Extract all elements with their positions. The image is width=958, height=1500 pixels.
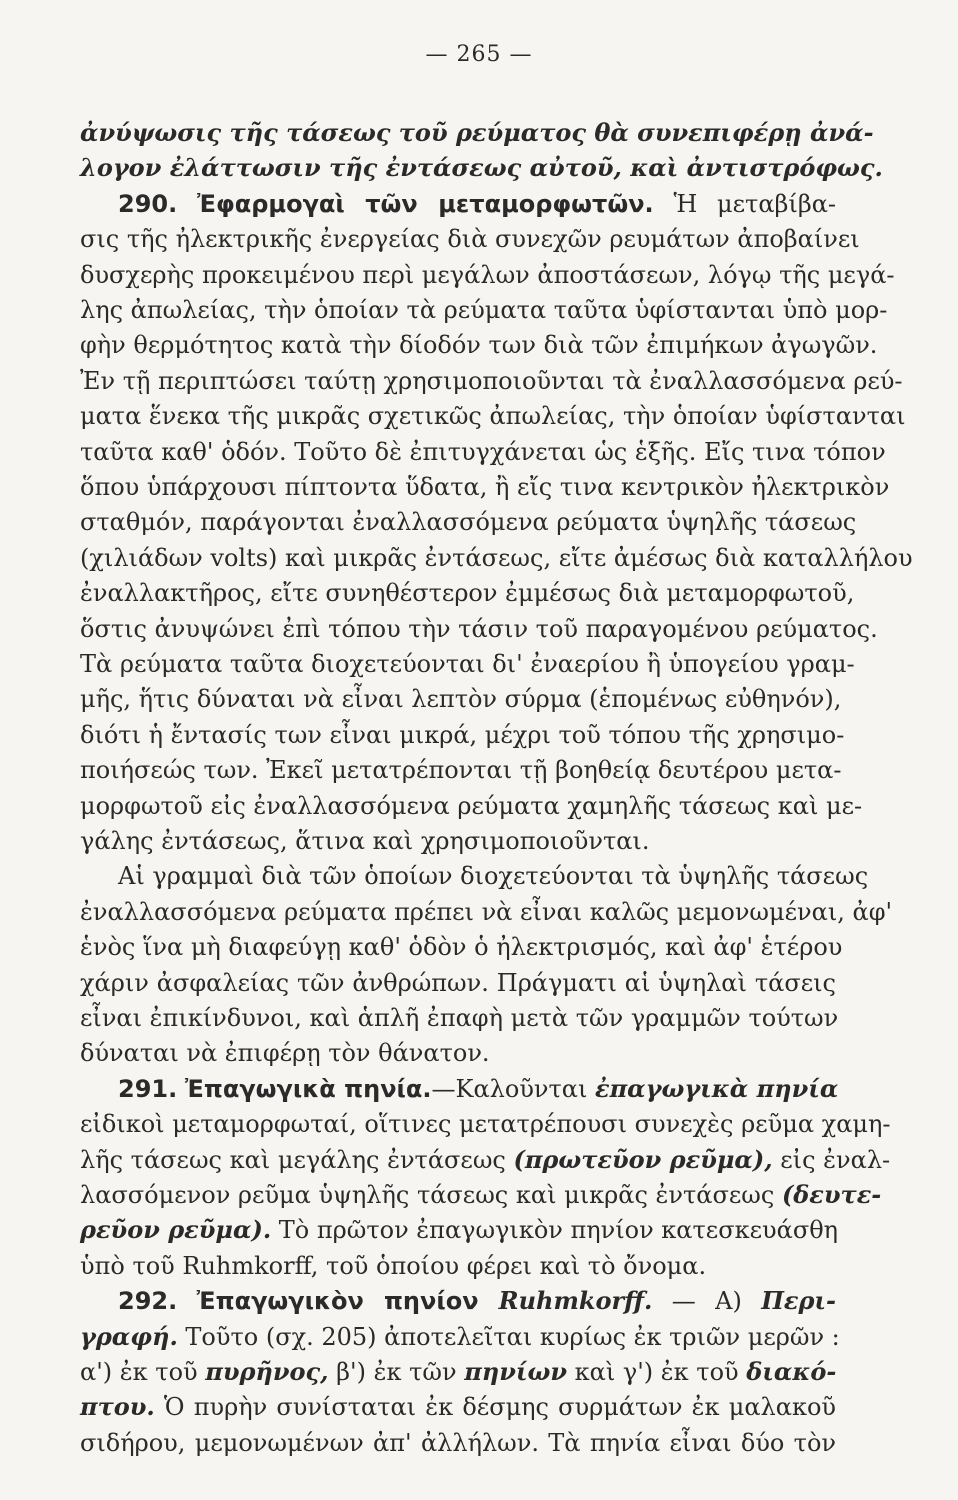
text-segment: σις τῆς ἠλεκτρικῆς ἐνεργείας διὰ συνεχῶν ρευμάτων ἀποβαίνει (80, 225, 860, 254)
text-line (80, 507, 857, 537)
text-line (80, 826, 836, 856)
text-segment: Τὸ πρῶτον ἐπαγωγικὸν πηνίον κατεσκευάσθη (271, 1216, 839, 1245)
text-segment: Αἱ γραμμαὶ διὰ τῶν ὁποίων διοχετεύονται τὰ ὑψηλῆς τάσεως (118, 862, 869, 891)
text-segment: δυσχερὴς προκειμένου περὶ μεγάλων ἀποστάσεων, λόγῳ τῆς μεγά- (80, 260, 895, 289)
text-segment: (πρωτεῦον ρεῦμα), (513, 1144, 773, 1174)
text-segment: Ἡ μεταβίβα- (653, 189, 837, 218)
text-segment: Τοῦτο (σχ. 205) ἀποτελεῖται κυρίως ἐκ τριῶν μερῶν : (177, 1322, 840, 1351)
text-segment: σταθμόν, παράγονται ἐναλλασσόμενα ρεύματα ὑψηλῆς τάσεως (80, 508, 857, 537)
text-line (118, 1073, 839, 1104)
page-number: — 265 — (425, 42, 533, 67)
text-line (80, 897, 893, 927)
text-segment: ἐναλλακτῆρος, εἴτε συνηθέστερον ἐμμέσως διὰ μεταμορφωτοῦ, (80, 579, 855, 608)
text-line (80, 1357, 836, 1387)
text-line (80, 614, 878, 644)
text-line (80, 153, 883, 183)
text-segment: 290. (118, 189, 178, 218)
text-segment: λογον ἐλάττωσιν τῆς ἐντάσεως αὐτοῦ, καὶ ἀντιστρόφως. (80, 153, 883, 183)
text-segment: διακό- (746, 1357, 837, 1386)
text-segment: ματα ἕνεκα τῆς μικρᾶς σχετικῶς ἀπωλείας, τὴν ὁποίαν ὑφίστανται (80, 402, 906, 431)
text-line (118, 1286, 836, 1316)
text-line (80, 1180, 882, 1210)
text-segment: (χιλιάδων volts) καὶ μικρᾶς ἐντάσεως, εἴτε ἀμέσως διὰ καταλλήλου (80, 543, 913, 572)
text-segment: λης ἀπωλείας, τὴν ὁποίαν τὰ ρεύματα ταῦτα ὑφίστανται ὑπὸ μορ- (80, 296, 888, 324)
text-segment: 291. (118, 1074, 178, 1103)
text-line (80, 755, 842, 785)
text-segment: λασσόμενον ρεῦμα ὑψηλῆς τάσεως καὶ μικρᾶς ἐντάσεως (80, 1181, 782, 1209)
text-segment: ταῦτα καθ' ὁδόν. Τοῦτο δὲ ἐπιτυγχάνεται ὡς ἑξῆς. Εἴς τινα τόπον (80, 437, 886, 466)
text-segment: —Καλοῦνται (431, 1074, 596, 1103)
text-line (80, 1003, 839, 1033)
text-segment: (δευτε- (781, 1180, 882, 1209)
text-line (80, 472, 890, 502)
text-segment: εἶναι ἐπικίνδυνοι, καὶ ἁπλῆ ἐπαφὴ μετὰ τῶν γραμμῶν τούτων (80, 1004, 839, 1032)
text-line (80, 1428, 836, 1458)
text-line (80, 684, 842, 714)
text-segment: γάλης ἐντάσεως, ἅτινα καὶ χρησιμοποιοῦνται. (80, 827, 650, 855)
text-line (80, 118, 874, 148)
text-segment: ὑπὸ τοῦ Ruhmkorff, τοῦ ὁποίου φέρει καὶ τὸ ὄνομα. (80, 1251, 707, 1280)
text-line (118, 861, 869, 891)
text-segment: δύναται νὰ ἐπιφέρῃ τὸν θάνατον. (80, 1039, 490, 1068)
text-segment: εἰς ἐναλ- (772, 1145, 891, 1174)
text-segment: — Α) (652, 1287, 762, 1316)
text-segment: Τὰ ρεύματα ταῦτα διοχετεύονται δι' ἐναερίου ἢ ὑπογείου γραμ- (80, 650, 855, 678)
text-segment: ρεῦον ρεῦμα). (80, 1215, 272, 1245)
text-line (80, 578, 855, 608)
text-segment: Περι- (761, 1286, 836, 1316)
text-segment (177, 190, 197, 218)
text-segment: Ἐπαγωγικὸν πηνίον (196, 1287, 479, 1316)
text-line (80, 1144, 891, 1175)
text-segment: Ἐπαγωγικὰ πηνία. (184, 1074, 432, 1103)
text-line (80, 1215, 839, 1245)
text-segment: ὅπου ὑπάρχουσι πίπτοντα ὕδατα, ἢ εἴς τινα κεντρικὸν ἠλεκτρικὸν (80, 473, 890, 501)
text-segment: καὶ γ') ἐκ τοῦ (566, 1358, 747, 1386)
text-segment: Ruhmkorff. (478, 1286, 653, 1316)
text-segment: σιδήρου, μεμονωμένων ἀπ' ἀλλήλων. Τὰ πηνία εἶναι δύο τὸν (80, 1428, 836, 1457)
text-line (80, 1251, 836, 1281)
text-line (80, 260, 895, 290)
text-segment: ἀνύψωσις τῆς τάσεως τοῦ ρεύματος θὰ συνεπιφέρῃ ἀνά- (80, 118, 874, 147)
text-line (80, 1321, 840, 1352)
text-segment: ἐναλλασσόμενα ρεύματα πρέπει νὰ εἶναι καλῶς μεμονωμέναι, ἀφ' (80, 897, 893, 926)
text-segment: Ὁ πυρὴν συνίσταται ἐκ δέσμης συρμάτων ἐκ μαλακοῦ (154, 1393, 836, 1422)
text-line (80, 932, 843, 962)
text-line (80, 437, 886, 467)
text-segment: λῆς τάσεως καὶ μεγάλης ἐντάσεως (80, 1145, 514, 1174)
text-line (80, 720, 845, 750)
text-segment: ποιήσεώς των. Ἐκεῖ μετατρέπονται τῇ βοηθείᾳ δευτέρου μετα- (80, 756, 842, 785)
text-line (80, 401, 906, 431)
text-line (80, 1392, 836, 1422)
text-segment: ἐπαγωγικὰ πηνία (595, 1073, 839, 1103)
text-segment: ὅστις ἀνυψώνει ἐπὶ τόπου τὴν τάσιν τοῦ παραγομένου ρεύματος. (80, 614, 878, 643)
text-line (80, 1038, 836, 1068)
text-segment: φὴν θερμότητος κατὰ τὴν δίοδόν των διὰ τῶν ἐπιμήκων ἀγωγῶν. (80, 331, 878, 360)
text-segment: διότι ἡ ἔντασίς των εἶναι μικρά, μέχρι τοῦ τόπου τῆς χρησιμο- (80, 720, 845, 749)
text-line (80, 224, 860, 254)
text-segment: Ἐφαρμογαὶ τῶν μεταμορφωτῶν. (196, 189, 654, 218)
text-segment: γραφή. (80, 1321, 178, 1351)
text-line (80, 649, 855, 679)
text-segment: μῆς, ἥτις δύναται νὰ εἶναι λεπτὸν σύρμα (ἑπομένως εὐθηνόν), (80, 685, 842, 714)
text-line (80, 295, 888, 325)
text-segment (177, 1287, 196, 1315)
text-segment: χάριν ἀσφαλείας τῶν ἀνθρώπων. Πράγματι αἱ ὑψηλαὶ τάσεις (80, 968, 836, 997)
text-segment: πηνίων (464, 1357, 567, 1386)
text-line (80, 366, 903, 396)
text-line (80, 1109, 891, 1139)
text-segment: 292. (118, 1287, 178, 1316)
text-line (80, 543, 913, 573)
text-segment: πυρῆνος, (205, 1357, 329, 1386)
text-segment: πτου. (80, 1392, 155, 1422)
text-segment (177, 1075, 185, 1103)
text-segment: β') ἐκ τῶν (328, 1358, 465, 1386)
text-line (80, 330, 878, 360)
text-line (80, 791, 863, 821)
text-segment: εἰδικοὶ μεταμορφωταί, οἵτινες μετατρέπουσι συνεχὲς ρεῦμα χαμη- (80, 1110, 891, 1139)
text-segment: α') ἐκ τοῦ (80, 1358, 206, 1386)
text-segment: ἑνὸς ἵνα μὴ διαφεύγῃ καθ' ὁδὸν ὁ ἠλεκτρισμός, καὶ ἀφ' ἑτέρου (80, 933, 843, 962)
text-segment: Ἐν τῇ περιπτώσει ταύτῃ χρησιμοποιοῦνται τὰ ἐναλλασσόμενα ρεύ- (80, 366, 903, 395)
text-line (80, 968, 836, 998)
text-segment: μορφωτοῦ εἰς ἐναλλασσόμενα ρεύματα χαμηλῆς τάσεως καὶ με- (80, 791, 863, 820)
text-line (118, 189, 836, 219)
